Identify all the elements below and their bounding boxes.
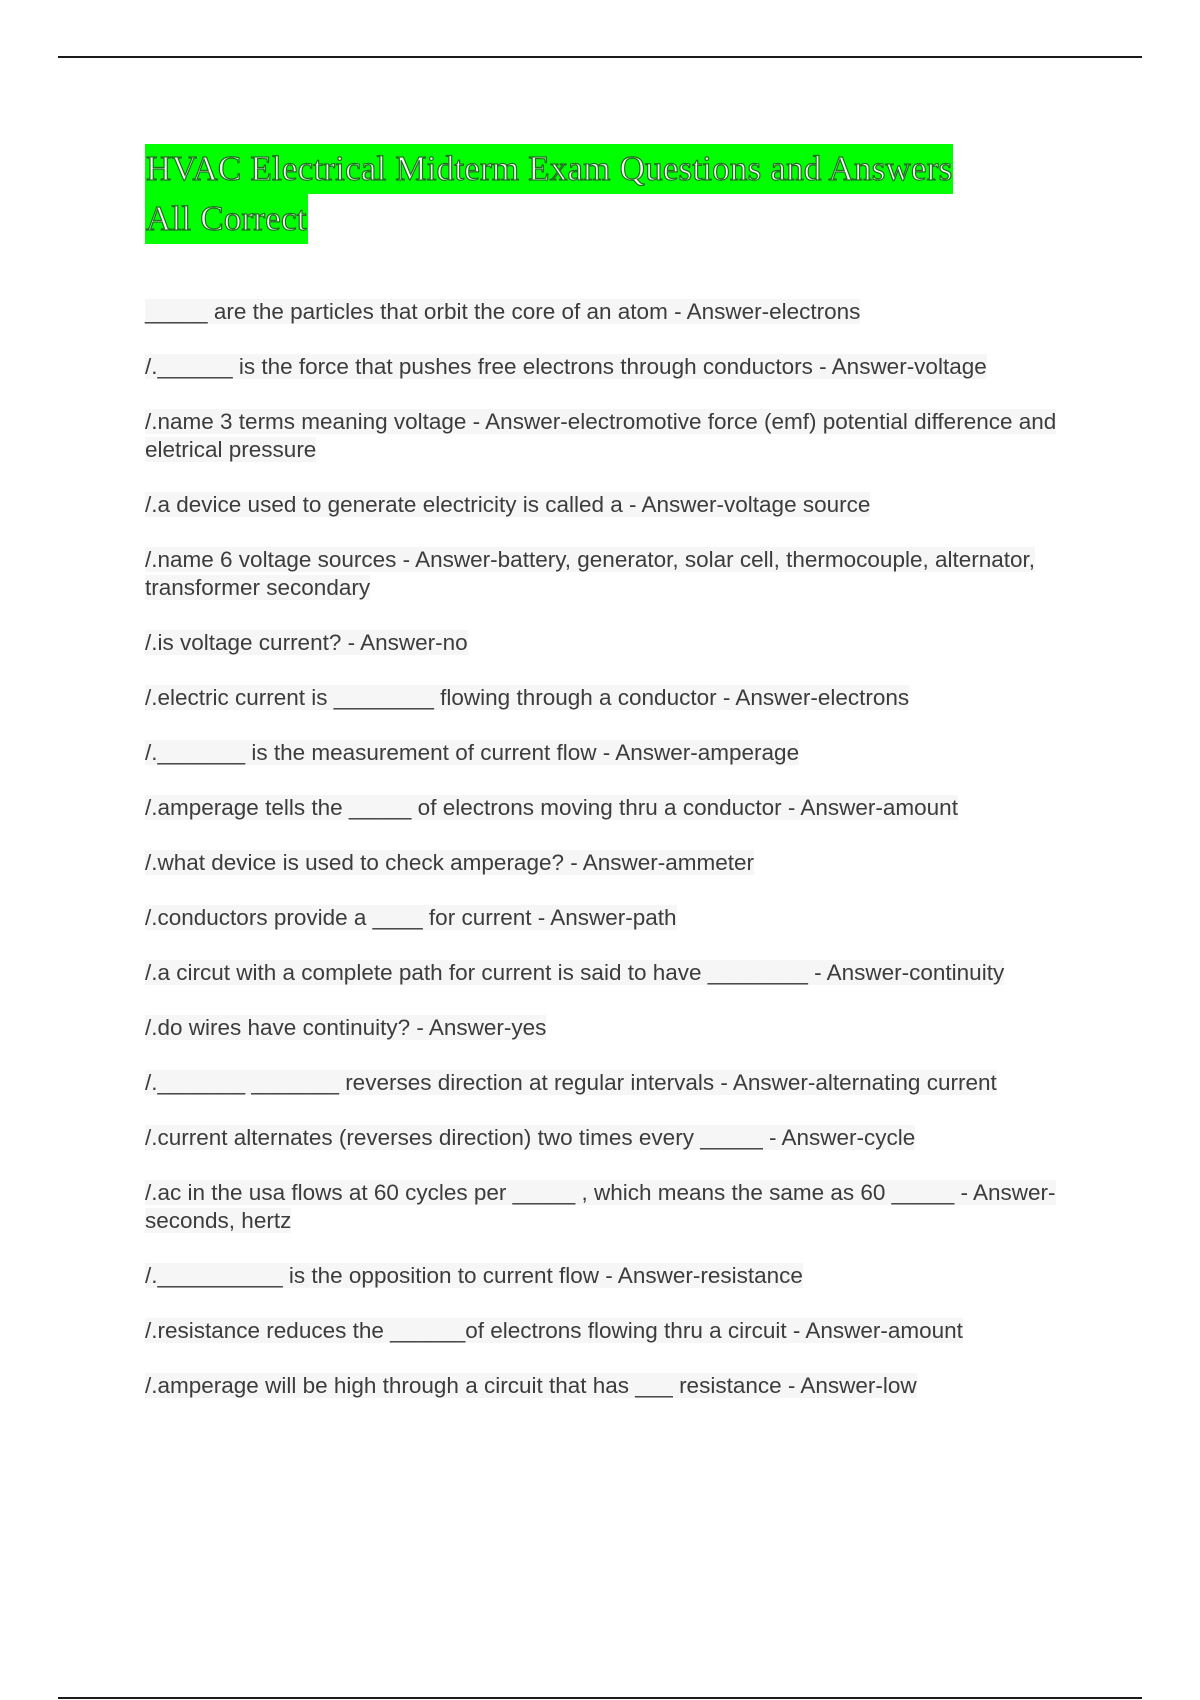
qa-text: /.__________ is the opposition to current flow - Answer-resistance: [145, 1263, 803, 1288]
qa-text: /.do wires have continuity? - Answer-yes: [145, 1015, 547, 1040]
qa-item: [145, 546, 1090, 602]
qa-text: /.amperage tells the _____ of electrons moving thru a conductor - Answer-amount: [145, 795, 958, 820]
bottom-rule: [58, 1697, 1142, 1699]
qa-item: [145, 1372, 1090, 1400]
qa-item: [145, 491, 1090, 519]
top-rule: [58, 56, 1142, 58]
qa-item: [145, 684, 1090, 712]
qa-text: /.a device used to generate electricity is called a - Answer-voltage source: [145, 492, 871, 517]
title-line-2: All Correct: [145, 194, 308, 244]
qa-item: [145, 739, 1090, 767]
qa-text: /.a circut with a complete path for current is said to have ________ - Answer-continuity: [145, 960, 1005, 985]
qa-text: /.what device is used to check amperage? - Answer-ammeter: [145, 850, 755, 875]
qa-text: _____ are the particles that orbit the core of an atom - Answer-electrons: [145, 299, 861, 324]
qa-text: /._______ is the measurement of current flow - Answer-amperage: [145, 740, 800, 765]
qa-text: /.conductors provide a ____ for current - Answer-path: [145, 905, 677, 930]
qa-item: [145, 1069, 1090, 1097]
qa-text: /.resistance reduces the ______of electrons flowing thru a circuit - Answer-amount: [145, 1318, 963, 1343]
qa-text: /.______ is the force that pushes free electrons through conductors - Answer-voltage: [145, 354, 987, 379]
qa-item: [145, 298, 1090, 326]
qa-item: [145, 1262, 1090, 1290]
qa-text: /.ac in the usa flows at 60 cycles per _____ , which means the same as 60 _____ - Answer-seconds, hertz: [145, 1180, 1056, 1233]
qa-text: /._______ _______ reverses direction at regular intervals - Answer-alternating current: [145, 1070, 997, 1095]
question-answer-list: [145, 298, 1090, 1427]
qa-item: [145, 408, 1090, 464]
qa-item: [145, 353, 1090, 381]
qa-item: [145, 1179, 1090, 1235]
qa-text: /.electric current is ________ flowing through a conductor - Answer-electrons: [145, 685, 910, 710]
document-title: [145, 144, 1085, 244]
qa-item: [145, 1014, 1090, 1042]
qa-text: /.name 3 terms meaning voltage - Answer-electromotive force (emf) potential difference and eletrical pressure: [145, 409, 1057, 462]
qa-item: [145, 849, 1090, 877]
qa-text: /.name 6 voltage sources - Answer-battery, generator, solar cell, thermocouple, alternator, transformer secondary: [145, 547, 1036, 600]
qa-item: [145, 904, 1090, 932]
title-line-1: HVAC Electrical Midterm Exam Questions and Answers: [145, 144, 953, 194]
qa-text: /.is voltage current? - Answer-no: [145, 630, 468, 655]
qa-item: [145, 629, 1090, 657]
qa-item: [145, 959, 1090, 987]
qa-item: [145, 1317, 1090, 1345]
qa-item: [145, 794, 1090, 822]
qa-text: /.current alternates (reverses direction) two times every _____ - Answer-cycle: [145, 1125, 916, 1150]
qa-text: /.amperage will be high through a circuit that has ___ resistance - Answer-low: [145, 1373, 917, 1398]
qa-item: [145, 1124, 1090, 1152]
